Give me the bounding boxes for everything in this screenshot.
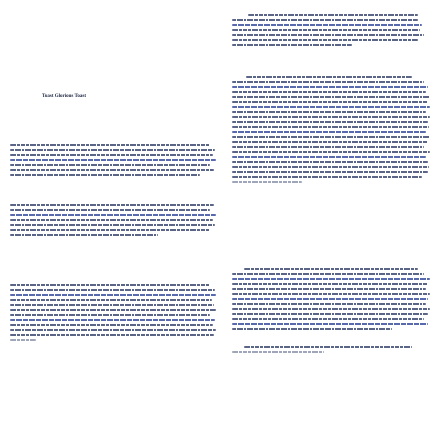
paragraph xyxy=(10,144,222,179)
paragraph xyxy=(232,268,438,333)
paragraph xyxy=(10,204,222,239)
paragraph xyxy=(10,284,222,344)
paragraph xyxy=(232,346,438,356)
paragraph xyxy=(232,76,438,186)
paragraph xyxy=(232,14,438,49)
section-heading: Toast Glorious Toast xyxy=(42,94,86,99)
